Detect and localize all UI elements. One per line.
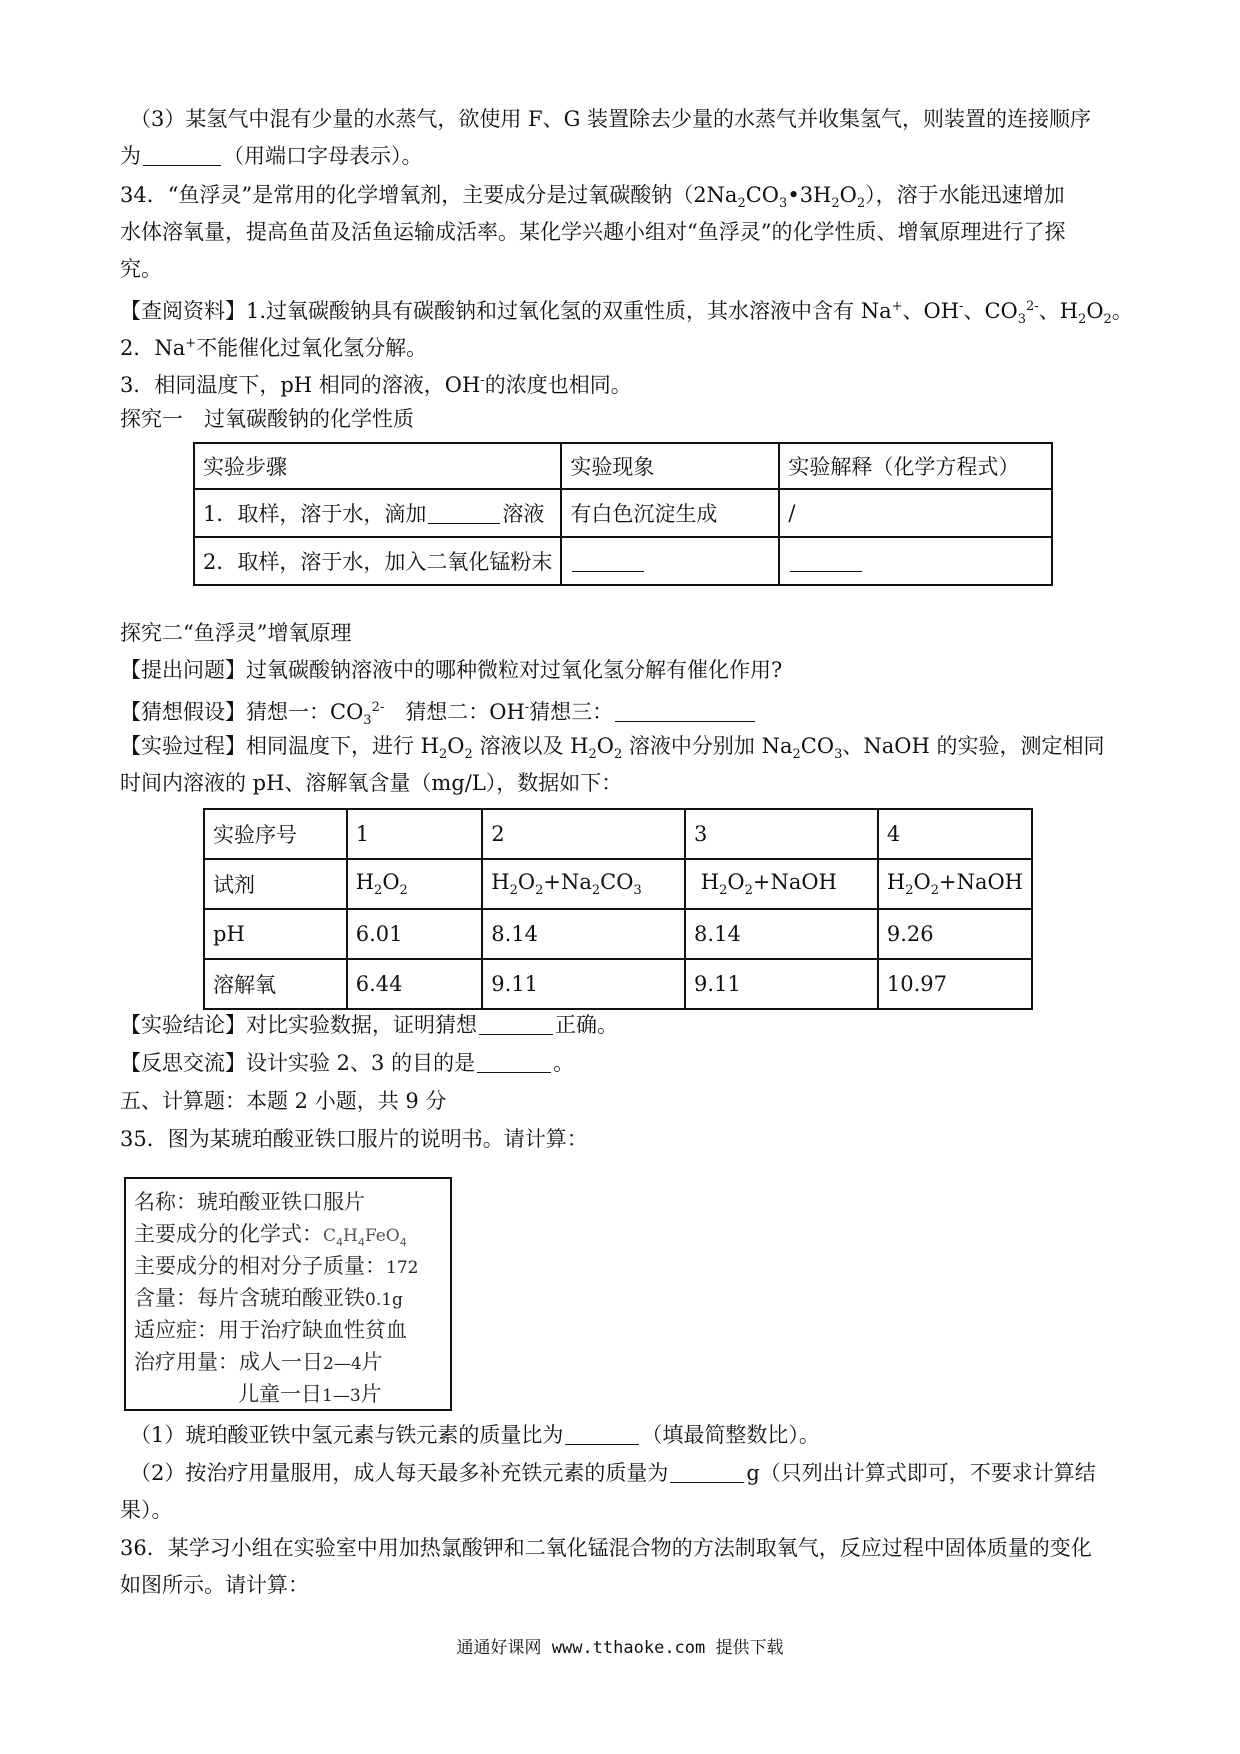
table2-label-ph: pH <box>204 909 347 959</box>
table2-reagent-4: $H_2O_2+NaOH$ <box>878 859 1032 909</box>
medicine-dose-adult: 治疗用量：成人一日2—4片 <box>134 1350 383 1374</box>
table2-ph-2: 8.14 <box>482 909 685 959</box>
q34-line3: 究。 <box>120 257 162 281</box>
table2-reagent-3: $H_2O_2+NaOH$ <box>685 859 878 909</box>
table2-oxygen-2: 9.11 <box>482 959 685 1009</box>
q34-conclusion: 【实验结论】对比实验数据，证明猜想 正确。 <box>120 1013 618 1037</box>
answer-blank[interactable] <box>477 1050 551 1073</box>
table2-seq-2: 2 <box>482 809 685 859</box>
section-5-heading: 五、计算题：本题 2 小题，共 9 分 <box>120 1089 447 1113</box>
table2-oxygen-1: 6.44 <box>347 959 483 1009</box>
table2-label-seq: 实验序号 <box>204 809 347 859</box>
medicine-dose-child: 儿童一日1—3片 <box>238 1382 382 1406</box>
medicine-molar-mass: 主要成分的相对分子质量：172 <box>134 1254 419 1278</box>
table2-oxygen-3: 9.11 <box>685 959 878 1009</box>
table2-ph-3: 8.14 <box>685 909 878 959</box>
answer-blank[interactable] <box>572 549 644 572</box>
table2-seq-3: 3 <box>685 809 878 859</box>
q35-sub1: （1）琥珀酸亚铁中氢元素与铁元素的质量比为 （填最简整数比）。 <box>130 1423 820 1447</box>
q35-sub2-line2: 果）。 <box>120 1498 173 1522</box>
table1-row1-explain: / <box>779 489 1052 537</box>
q35-intro: 35．图为某琥珀酸亚铁口服片的说明书。请计算： <box>120 1127 588 1151</box>
answer-blank[interactable] <box>790 549 862 572</box>
q34-info1: 【查阅资料】1.过氧碳酸钠具有碳酸钠和过氧化氢的双重性质，其水溶液中含有 Na+、OH-、$CO_3^{2-}$、$H_2O_2$。 <box>120 299 1133 328</box>
q34-info3: 3．相同温度下，pH 相同的溶液，OH-的浓度也相同。 <box>120 373 632 397</box>
q34-hypothesis: 【猜想假设】猜想一：$CO_3^{2-}$ 猜想二：OH-猜想三： <box>120 693 1130 736</box>
page-footer: 通通好课网 www.tthaoke.com 提供下载 <box>456 1638 784 1658</box>
experiment-table-2 <box>203 808 1033 1010</box>
table2-ph-1: 6.01 <box>347 909 483 959</box>
table1-header-phenomenon: 实验现象 <box>561 443 779 489</box>
table1-row1-phenomenon: 有白色沉淀生成 <box>561 489 779 537</box>
answer-blank[interactable] <box>615 699 755 722</box>
table2-oxygen-4: 10.97 <box>878 959 1032 1009</box>
medicine-indication: 适应症：用于治疗缺血性贫血 <box>134 1318 407 1342</box>
table2-reagent-1: $H_2O_2$ <box>347 859 483 909</box>
answer-blank[interactable] <box>143 143 221 166</box>
table1-row2-phenomenon <box>561 537 779 585</box>
q34-procedure-line1: 【实验过程】相同温度下，进行 $H_2O_2$ 溶液以及 $H_2O_2$ 溶液中分别加 $Na_2CO_3$、NaOH 的实验，测定相同 <box>120 734 1105 763</box>
q34-line2: 水体溶氧量，提高鱼苗及活鱼运输成活率。某化学兴趣小组对“鱼浮灵”的化学性质、增氧原理进行了探 <box>120 220 1066 244</box>
medicine-label-box <box>124 1177 452 1411</box>
answer-blank[interactable] <box>428 501 500 524</box>
table2-ph-4: 9.26 <box>878 909 1032 959</box>
q33-3-line2: 为 （用端口字母表示）。 <box>120 144 423 168</box>
explore2-heading: 探究二“鱼浮灵”增氧原理 <box>120 621 352 645</box>
q34-line1: 34．“鱼浮灵”是常用的化学增氧剂，主要成分是过氧碳酸钠$(2Na_2CO_3•3H_2O_2)$，溶于水能迅速增加 <box>120 183 1065 212</box>
medicine-content: 含量：每片含琥珀酸亚铁0.1g <box>134 1286 403 1310</box>
answer-blank[interactable] <box>565 1422 639 1445</box>
q34-procedure-line2: 时间内溶液的 pH、溶解氧含量（mg/L），数据如下： <box>120 771 623 795</box>
table2-label-reagent: 试剂 <box>204 859 347 909</box>
medicine-name: 名称：琥珀酸亚铁口服片 <box>134 1190 365 1214</box>
table1-row2-step: 2．取样，溶于水，加入二氧化锰粉末 <box>194 537 561 585</box>
table1-header-step: 实验步骤 <box>194 443 561 489</box>
q36-line1: 36．某学习小组在实验室中用加热氯酸钾和二氧化锰混合物的方法制取氧气，反应过程中固体质量的变化 <box>120 1536 1092 1560</box>
experiment-table-1 <box>193 442 1053 586</box>
q36-line2: 如图所示。请计算： <box>120 1573 309 1597</box>
table1-row1-step: 1．取样，溶于水，滴加 溶液 <box>194 489 561 537</box>
table2-seq-1: 1 <box>347 809 483 859</box>
explore1-heading: 探究一 过氧碳酸钠的化学性质 <box>120 407 414 431</box>
table2-reagent-2: $H_2O_2+Na_2CO_3$ <box>482 859 685 909</box>
q35-sub2: （2）按治疗用量服用，成人每天最多补充铁元素的质量为 g（只列出计算式即可，不要求计算结 <box>130 1461 1096 1485</box>
table2-label-oxygen: 溶解氧 <box>204 959 347 1009</box>
q34-info2: 2．Na+不能催化过氧化氢分解。 <box>120 336 428 360</box>
table1-row2-explain <box>779 537 1052 585</box>
q33-3-line1: （3）某氢气中混有少量的水蒸气，欲使用 F、G 装置除去少量的水蒸气并收集氢气，则装置的连接顺序 <box>130 107 1092 131</box>
answer-blank[interactable] <box>670 1460 744 1483</box>
q34-reflection: 【反思交流】设计实验 2、3 的目的是 。 <box>120 1051 575 1075</box>
answer-blank[interactable] <box>479 1012 553 1035</box>
table1-header-explain: 实验解释（化学方程式） <box>779 443 1052 489</box>
table2-seq-4: 4 <box>878 809 1032 859</box>
medicine-formula: 主要成分的化学式：$C_4H_4FeO_4$ <box>134 1222 407 1250</box>
q34-question: 【提出问题】过氧碳酸钠溶液中的哪种微粒对过氧化氢分解有催化作用? <box>120 658 783 682</box>
